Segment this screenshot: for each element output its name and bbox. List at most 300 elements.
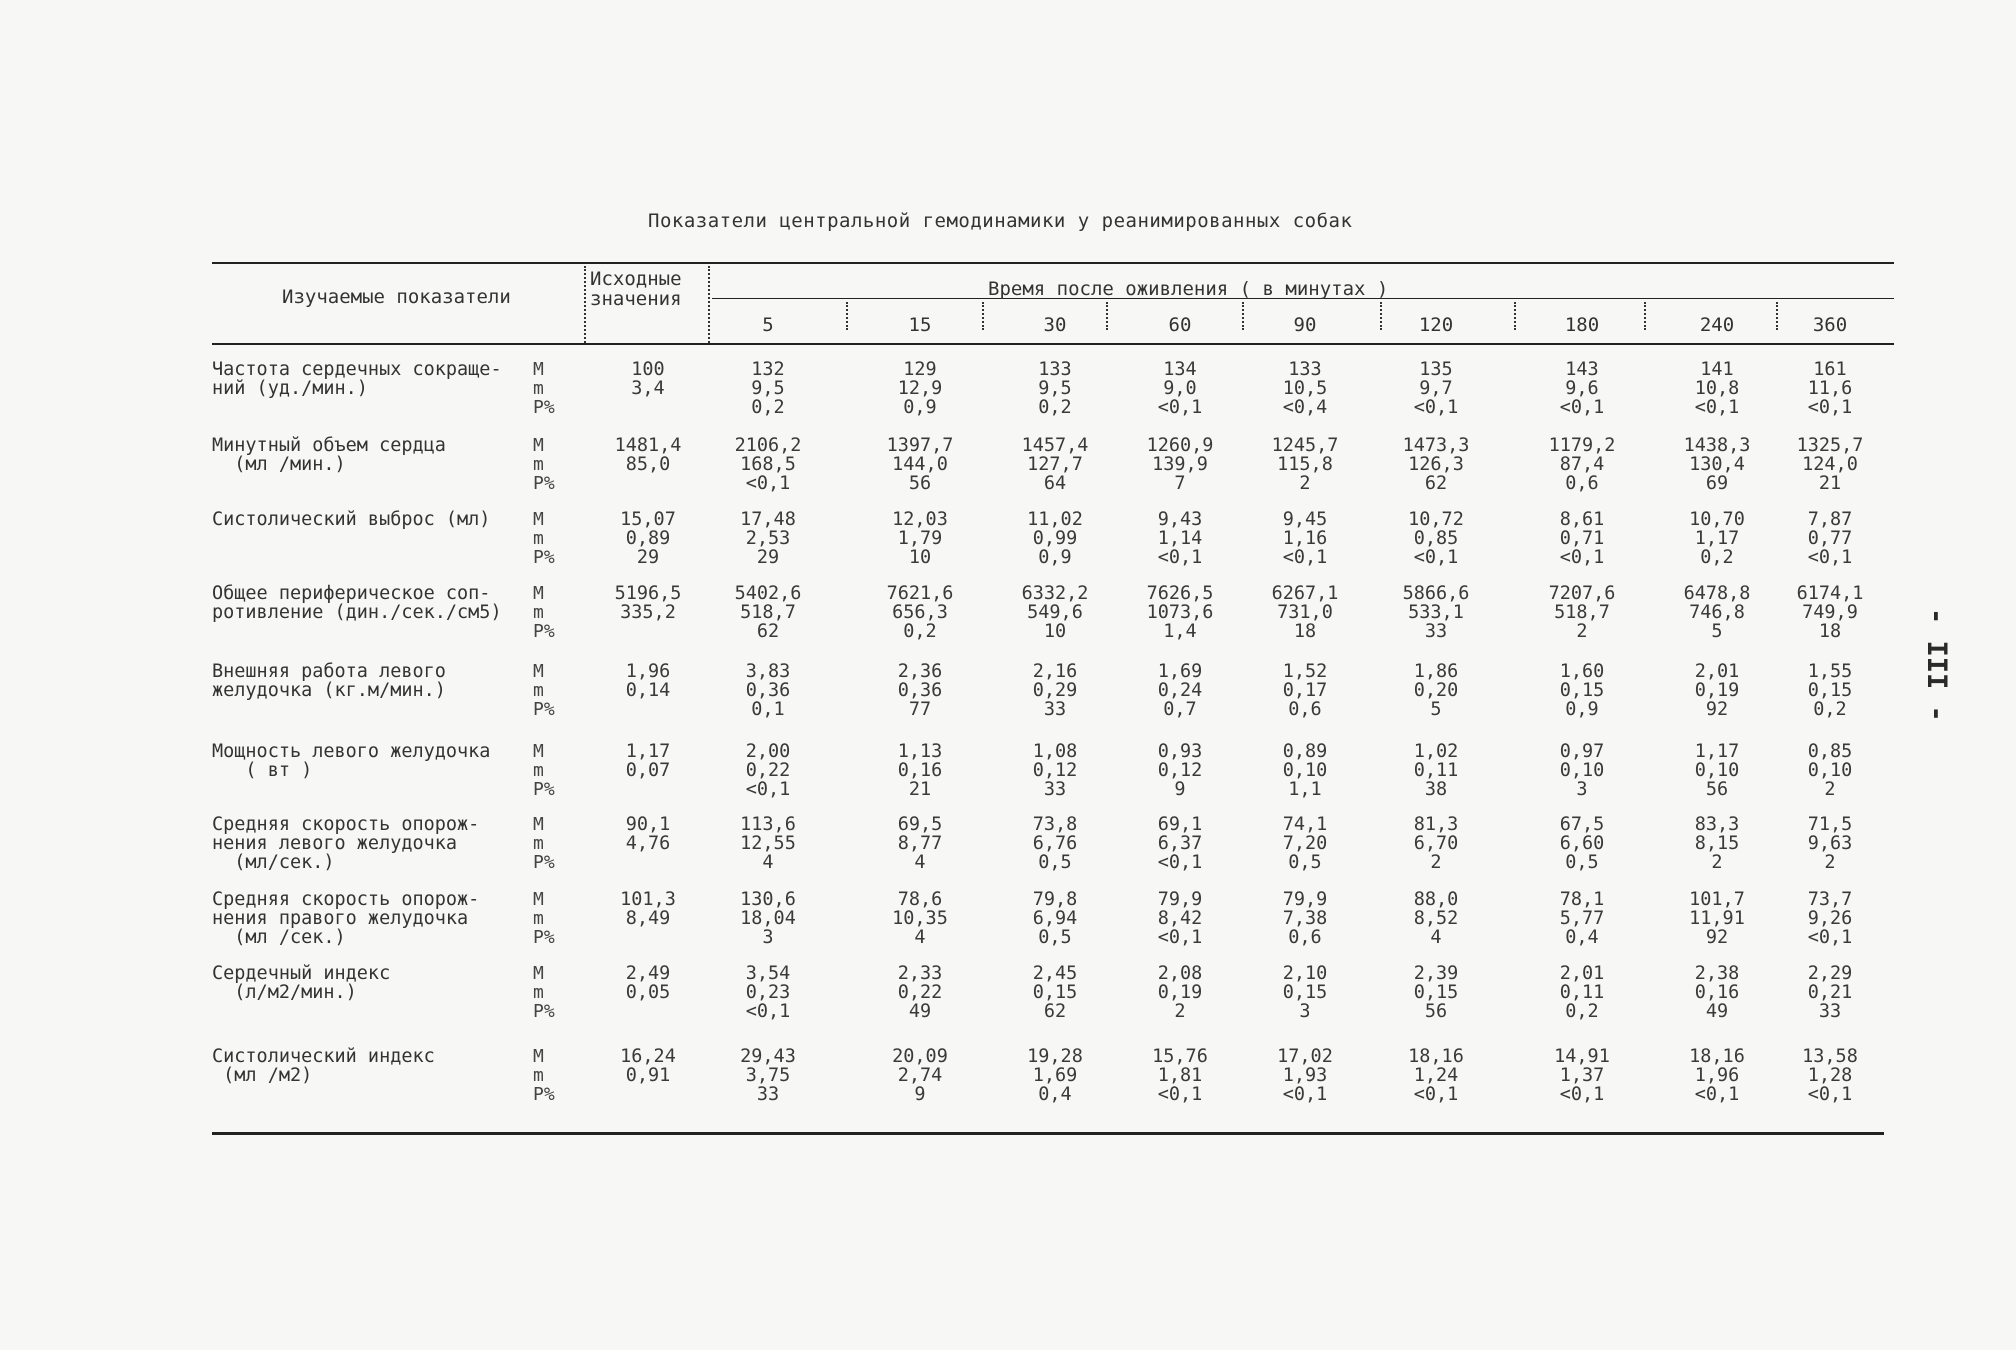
table-cell: 9 bbox=[1174, 779, 1186, 800]
table-cell: 2,10 bbox=[1282, 963, 1328, 984]
stat-label: M bbox=[533, 741, 544, 762]
table-cell: 6,60 bbox=[1559, 833, 1605, 854]
time-point-header: 30 bbox=[1043, 314, 1067, 336]
baseline-value: 85,0 bbox=[625, 454, 671, 475]
table-cell: 0,11 bbox=[1413, 760, 1459, 781]
table-cell: 143 bbox=[1565, 359, 1599, 380]
table-cell: 4 bbox=[762, 852, 774, 873]
table-cell: 7,20 bbox=[1282, 833, 1328, 854]
table-cell: 0,4 bbox=[1565, 927, 1599, 948]
table-cell: 9 bbox=[914, 1084, 926, 1105]
baseline-value: 0,14 bbox=[625, 680, 671, 701]
table-cell: 1,28 bbox=[1807, 1065, 1853, 1086]
stat-label: P% bbox=[533, 852, 555, 873]
baseline-value: 1,17 bbox=[625, 741, 671, 762]
table-cell: 3 bbox=[762, 927, 774, 948]
table-cell: 9,5 bbox=[751, 378, 785, 399]
table-cell: 38 bbox=[1424, 779, 1448, 800]
indicator-name: Систолический выброс (мл) bbox=[212, 509, 491, 530]
header-bottom-rule bbox=[212, 343, 1894, 345]
stat-label: M bbox=[533, 889, 544, 910]
table-cell: 2,36 bbox=[897, 661, 943, 682]
table-cell: <0,1 bbox=[745, 779, 791, 800]
table-cell: 4 bbox=[914, 927, 926, 948]
table-cell: 0,2 bbox=[1813, 699, 1847, 720]
table-cell: 0,12 bbox=[1032, 760, 1078, 781]
table-cell: 0,77 bbox=[1807, 528, 1853, 549]
indicator-name: Систолический индекс (мл /м2) bbox=[212, 1046, 435, 1086]
table-cell: 9,45 bbox=[1282, 509, 1328, 530]
table-cell: 33 bbox=[1043, 779, 1067, 800]
table-cell: 71,5 bbox=[1807, 814, 1853, 835]
table-cell: 11,6 bbox=[1807, 378, 1853, 399]
header-separator bbox=[846, 302, 848, 330]
table-cell: 17,02 bbox=[1277, 1046, 1333, 1067]
table-cell: 12,55 bbox=[740, 833, 796, 854]
table-cell: <0,1 bbox=[1413, 397, 1459, 418]
table-cell: 2 bbox=[1711, 852, 1723, 873]
table-cell: 533,1 bbox=[1408, 602, 1464, 623]
table-cell: 2 bbox=[1576, 621, 1588, 642]
table-cell: <0,1 bbox=[1807, 927, 1853, 948]
baseline-value: 90,1 bbox=[625, 814, 671, 835]
table-cell: 2,01 bbox=[1559, 963, 1605, 984]
baseline-value: 8,49 bbox=[625, 908, 671, 929]
table-cell: 10,8 bbox=[1694, 378, 1740, 399]
baseline-value: 5196,5 bbox=[614, 583, 682, 604]
table-cell: 0,6 bbox=[1288, 927, 1322, 948]
table-cell: 0,99 bbox=[1032, 528, 1078, 549]
table-cell: 0,89 bbox=[1282, 741, 1328, 762]
table-cell: 6,70 bbox=[1413, 833, 1459, 854]
table-top-rule bbox=[212, 262, 1894, 264]
table-cell: 1179,2 bbox=[1548, 435, 1616, 456]
baseline-column-header-l1: Исходные bbox=[590, 268, 682, 290]
stat-label: m bbox=[533, 908, 544, 929]
table-cell: 2 bbox=[1430, 852, 1442, 873]
stat-label: m bbox=[533, 833, 544, 854]
table-cell: 1073,6 bbox=[1146, 602, 1214, 623]
table-cell: 1,08 bbox=[1032, 741, 1078, 762]
stat-label: M bbox=[533, 661, 544, 682]
table-cell: 2,45 bbox=[1032, 963, 1078, 984]
table-cell: 0,7 bbox=[1163, 699, 1197, 720]
table-cell: 9,0 bbox=[1163, 378, 1197, 399]
table-cell: 0,16 bbox=[1694, 982, 1740, 1003]
table-cell: 33 bbox=[1424, 621, 1448, 642]
table-cell: 0,85 bbox=[1807, 741, 1853, 762]
stat-label: M bbox=[533, 963, 544, 984]
table-cell: 7 bbox=[1174, 473, 1186, 494]
header-separator bbox=[982, 302, 984, 330]
table-cell: 12,9 bbox=[897, 378, 943, 399]
table-cell: 56 bbox=[1705, 779, 1729, 800]
table-cell: 12,03 bbox=[892, 509, 948, 530]
table-cell: 79,8 bbox=[1032, 889, 1078, 910]
table-cell: <0,1 bbox=[1694, 1084, 1740, 1105]
stat-label: P% bbox=[533, 1001, 555, 1022]
table-cell: 3,83 bbox=[745, 661, 791, 682]
table-cell: <0,1 bbox=[1559, 1084, 1605, 1105]
time-point-header: 180 bbox=[1564, 314, 1600, 336]
stat-label: m bbox=[533, 378, 544, 399]
table-cell: 10,35 bbox=[892, 908, 948, 929]
time-point-header: 15 bbox=[908, 314, 932, 336]
table-cell: 0,36 bbox=[897, 680, 943, 701]
table-cell: 2,33 bbox=[897, 963, 943, 984]
baseline-value: 100 bbox=[631, 359, 665, 380]
indicator-name: Внешняя работа левого желудочка (кг.м/мин.) bbox=[212, 661, 446, 701]
header-separator bbox=[1776, 302, 1778, 330]
time-point-header: 5 bbox=[762, 314, 774, 336]
table-cell: 10,5 bbox=[1282, 378, 1328, 399]
table-cell: 3,75 bbox=[745, 1065, 791, 1086]
table-cell: 144,0 bbox=[892, 454, 948, 475]
table-cell: 9,5 bbox=[1038, 378, 1072, 399]
stat-label: m bbox=[533, 454, 544, 475]
table-cell: 113,6 bbox=[740, 814, 796, 835]
table-cell: 18,04 bbox=[740, 908, 796, 929]
table-cell: 124,0 bbox=[1802, 454, 1858, 475]
table-cell: 13,58 bbox=[1802, 1046, 1858, 1067]
table-cell: 7,38 bbox=[1282, 908, 1328, 929]
table-cell: 3,54 bbox=[745, 963, 791, 984]
table-cell: 0,29 bbox=[1032, 680, 1078, 701]
header-separator bbox=[584, 266, 586, 343]
table-cell: 549,6 bbox=[1027, 602, 1083, 623]
table-cell: 1,69 bbox=[1032, 1065, 1078, 1086]
table-cell: 67,5 bbox=[1559, 814, 1605, 835]
table-cell: 0,2 bbox=[903, 621, 937, 642]
stat-label: m bbox=[533, 1065, 544, 1086]
table-cell: 15,76 bbox=[1152, 1046, 1208, 1067]
table-cell: <0,1 bbox=[1157, 547, 1203, 568]
table-cell: 6,76 bbox=[1032, 833, 1078, 854]
table-cell: 5,77 bbox=[1559, 908, 1605, 929]
indicator-column-header: Изучаемые показатели bbox=[282, 286, 511, 308]
table-cell: 9,43 bbox=[1157, 509, 1203, 530]
stat-label: P% bbox=[533, 927, 555, 948]
table-cell: 746,8 bbox=[1689, 602, 1745, 623]
table-cell: 0,2 bbox=[1700, 547, 1734, 568]
table-cell: 18 bbox=[1818, 621, 1842, 642]
table-cell: 9,26 bbox=[1807, 908, 1853, 929]
table-cell: 0,5 bbox=[1565, 852, 1599, 873]
table-cell: 20,09 bbox=[892, 1046, 948, 1067]
table-cell: 92 bbox=[1705, 927, 1729, 948]
stat-label: m bbox=[533, 528, 544, 549]
table-cell: 130,4 bbox=[1689, 454, 1745, 475]
stat-label: m bbox=[533, 602, 544, 623]
table-cell: 10,72 bbox=[1408, 509, 1464, 530]
table-cell: 33 bbox=[756, 1084, 780, 1105]
table-cell: <0,1 bbox=[745, 473, 791, 494]
table-cell: <0,1 bbox=[1282, 1084, 1328, 1105]
table-cell: 132 bbox=[751, 359, 785, 380]
table-cell: 1438,3 bbox=[1683, 435, 1751, 456]
stat-label: M bbox=[533, 814, 544, 835]
table-cell: 92 bbox=[1705, 699, 1729, 720]
table-cell: 83,3 bbox=[1694, 814, 1740, 835]
table-cell: 49 bbox=[1705, 1001, 1729, 1022]
table-cell: 8,52 bbox=[1413, 908, 1459, 929]
table-cell: 6332,2 bbox=[1021, 583, 1089, 604]
table-cell: 518,7 bbox=[1554, 602, 1610, 623]
baseline-value: 0,91 bbox=[625, 1065, 671, 1086]
table-cell: 78,6 bbox=[897, 889, 943, 910]
table-cell: 0,12 bbox=[1157, 760, 1203, 781]
table-cell: 0,6 bbox=[1565, 473, 1599, 494]
table-cell: 69 bbox=[1705, 473, 1729, 494]
table-cell: 731,0 bbox=[1277, 602, 1333, 623]
table-cell: 49 bbox=[908, 1001, 932, 1022]
table-cell: 2 bbox=[1824, 852, 1836, 873]
table-cell: 0,1 bbox=[751, 699, 785, 720]
table-cell: 5402,6 bbox=[734, 583, 802, 604]
table-cell: 1,69 bbox=[1157, 661, 1203, 682]
table-cell: 0,15 bbox=[1413, 982, 1459, 1003]
stat-label: M bbox=[533, 583, 544, 604]
table-cell: 56 bbox=[908, 473, 932, 494]
table-cell: 0,9 bbox=[1038, 547, 1072, 568]
table-cell: 6174,1 bbox=[1796, 583, 1864, 604]
stat-label: M bbox=[533, 435, 544, 456]
header-separator bbox=[1380, 302, 1382, 330]
table-cell: <0,1 bbox=[1559, 547, 1605, 568]
indicator-name: Средняя скорость опорож- нения правого желудочка (мл /сек.) bbox=[212, 889, 480, 948]
baseline-value: 15,07 bbox=[620, 509, 676, 530]
table-cell: 7,87 bbox=[1807, 509, 1853, 530]
table-cell: 0,9 bbox=[1565, 699, 1599, 720]
table-cell: 5 bbox=[1711, 621, 1723, 642]
table-cell: <0,1 bbox=[1157, 927, 1203, 948]
table-cell: 2 bbox=[1299, 473, 1311, 494]
table-cell: 0,23 bbox=[745, 982, 791, 1003]
table-cell: <0,1 bbox=[1694, 397, 1740, 418]
table-cell: 2106,2 bbox=[734, 435, 802, 456]
indicator-name: Минутный объем сердца (мл /мин.) bbox=[212, 435, 446, 475]
stat-label: M bbox=[533, 1046, 544, 1067]
table-cell: 79,9 bbox=[1157, 889, 1203, 910]
table-cell: 81,3 bbox=[1413, 814, 1459, 835]
table-cell: 6,37 bbox=[1157, 833, 1203, 854]
baseline-value: 0,89 bbox=[625, 528, 671, 549]
table-cell: 73,8 bbox=[1032, 814, 1078, 835]
table-cell: 1,96 bbox=[1694, 1065, 1740, 1086]
baseline-value: 101,3 bbox=[620, 889, 676, 910]
table-cell: 33 bbox=[1043, 699, 1067, 720]
baseline-value: 29 bbox=[636, 547, 660, 568]
table-cell: 9,63 bbox=[1807, 833, 1853, 854]
table-cell: 0,5 bbox=[1038, 927, 1072, 948]
table-cell: 4 bbox=[914, 852, 926, 873]
indicator-name: Мощность левого желудочка ( вт ) bbox=[212, 741, 491, 781]
table-cell: 1,4 bbox=[1163, 621, 1197, 642]
table-cell: 8,77 bbox=[897, 833, 943, 854]
table-cell: <0,4 bbox=[1282, 397, 1328, 418]
table-cell: 2,53 bbox=[745, 528, 791, 549]
table-cell: 8,61 bbox=[1559, 509, 1605, 530]
table-cell: 1,79 bbox=[897, 528, 943, 549]
time-point-header: 90 bbox=[1293, 314, 1317, 336]
table-cell: <0,1 bbox=[1157, 852, 1203, 873]
header-separator bbox=[1106, 302, 1108, 330]
table-cell: 1,14 bbox=[1157, 528, 1203, 549]
table-cell: 0,85 bbox=[1413, 528, 1459, 549]
table-cell: 0,16 bbox=[897, 760, 943, 781]
indicator-name: Общее периферическое соп- ротивление (дин./сек./см5) bbox=[212, 583, 502, 623]
table-cell: 101,7 bbox=[1689, 889, 1745, 910]
table-cell: 2,16 bbox=[1032, 661, 1078, 682]
table-cell: 0,15 bbox=[1807, 680, 1853, 701]
table-cell: 2,29 bbox=[1807, 963, 1853, 984]
table-cell: 79,9 bbox=[1282, 889, 1328, 910]
table-cell: 0,15 bbox=[1559, 680, 1605, 701]
stat-label: M bbox=[533, 359, 544, 380]
table-cell: 1397,7 bbox=[886, 435, 954, 456]
table-cell: 0,10 bbox=[1282, 760, 1328, 781]
table-cell: 0,2 bbox=[1565, 1001, 1599, 1022]
table-cell: 0,15 bbox=[1032, 982, 1078, 1003]
table-cell: 18 bbox=[1293, 621, 1317, 642]
baseline-value: 2,49 bbox=[625, 963, 671, 984]
table-cell: 10 bbox=[1043, 621, 1067, 642]
table-cell: 62 bbox=[756, 621, 780, 642]
stat-label: P% bbox=[533, 473, 555, 494]
table-cell: 56 bbox=[1424, 1001, 1448, 1022]
table-cell: 3 bbox=[1299, 1001, 1311, 1022]
table-cell: 2,00 bbox=[745, 741, 791, 762]
table-cell: 0,5 bbox=[1288, 852, 1322, 873]
table-cell: 133 bbox=[1288, 359, 1322, 380]
table-cell: 1,52 bbox=[1282, 661, 1328, 682]
table-cell: <0,1 bbox=[1807, 547, 1853, 568]
table-cell: 2,38 bbox=[1694, 963, 1740, 984]
table-cell: 1,60 bbox=[1559, 661, 1605, 682]
table-cell: 1,17 bbox=[1694, 741, 1740, 762]
table-cell: 87,4 bbox=[1559, 454, 1605, 475]
table-cell: 1,37 bbox=[1559, 1065, 1605, 1086]
table-cell: 2,74 bbox=[897, 1065, 943, 1086]
table-bottom-rule bbox=[212, 1132, 1884, 1135]
table-cell: 9,6 bbox=[1565, 378, 1599, 399]
table-cell: 0,21 bbox=[1807, 982, 1853, 1003]
table-cell: 127,7 bbox=[1027, 454, 1083, 475]
table-cell: 130,6 bbox=[740, 889, 796, 910]
table-cell: 2,01 bbox=[1694, 661, 1740, 682]
table-cell: 0,2 bbox=[751, 397, 785, 418]
table-cell: 0,19 bbox=[1157, 982, 1203, 1003]
table-cell: 161 bbox=[1813, 359, 1847, 380]
baseline-value: 4,76 bbox=[625, 833, 671, 854]
table-cell: 1,93 bbox=[1282, 1065, 1328, 1086]
table-cell: 0,11 bbox=[1559, 982, 1605, 1003]
header-separator bbox=[1644, 302, 1646, 330]
stat-label: m bbox=[533, 982, 544, 1003]
table-cell: 0,10 bbox=[1694, 760, 1740, 781]
header-separator bbox=[708, 266, 710, 343]
table-cell: 10,70 bbox=[1689, 509, 1745, 530]
table-cell: 1,55 bbox=[1807, 661, 1853, 682]
table-cell: 17,48 bbox=[740, 509, 796, 530]
baseline-value: 1481,4 bbox=[614, 435, 682, 456]
table-cell: 1473,3 bbox=[1402, 435, 1470, 456]
header-separator bbox=[1242, 302, 1244, 330]
table-cell: 69,1 bbox=[1157, 814, 1203, 835]
table-cell: 1,17 bbox=[1694, 528, 1740, 549]
time-group-header: Время после оживления ( в минутах ) bbox=[988, 278, 1389, 300]
table-cell: 0,10 bbox=[1559, 760, 1605, 781]
baseline-value: 3,4 bbox=[631, 378, 665, 399]
time-point-header: 120 bbox=[1418, 314, 1454, 336]
table-cell: 11,02 bbox=[1027, 509, 1083, 530]
baseline-value: 0,05 bbox=[625, 982, 671, 1003]
table-cell: 1,02 bbox=[1413, 741, 1459, 762]
table-cell: 135 bbox=[1419, 359, 1453, 380]
table-cell: <0,1 bbox=[1282, 547, 1328, 568]
table-cell: 0,6 bbox=[1288, 699, 1322, 720]
table-cell: 14,91 bbox=[1554, 1046, 1610, 1067]
table-cell: 21 bbox=[908, 779, 932, 800]
table-cell: 518,7 bbox=[740, 602, 796, 623]
table-cell: 0,97 bbox=[1559, 741, 1605, 762]
table-cell: 133 bbox=[1038, 359, 1072, 380]
table-cell: 1,81 bbox=[1157, 1065, 1203, 1086]
table-cell: 11,91 bbox=[1689, 908, 1745, 929]
table-cell: <0,1 bbox=[1157, 397, 1203, 418]
table-cell: 21 bbox=[1818, 473, 1842, 494]
table-cell: 7207,6 bbox=[1548, 583, 1616, 604]
table-cell: 0,36 bbox=[745, 680, 791, 701]
table-cell: 5866,6 bbox=[1402, 583, 1470, 604]
table-cell: 2 bbox=[1824, 779, 1836, 800]
table-cell: 8,15 bbox=[1694, 833, 1740, 854]
indicator-name: Частота сердечных сокраще- ний (уд./мин.) bbox=[212, 359, 502, 399]
table-cell: 126,3 bbox=[1408, 454, 1464, 475]
table-cell: 0,19 bbox=[1694, 680, 1740, 701]
table-cell: 129 bbox=[903, 359, 937, 380]
table-cell: 1,16 bbox=[1282, 528, 1328, 549]
table-cell: <0,1 bbox=[1559, 397, 1605, 418]
table-cell: 0,5 bbox=[1038, 852, 1072, 873]
table-cell: 33 bbox=[1818, 1001, 1842, 1022]
table-cell: 1,1 bbox=[1288, 779, 1322, 800]
table-cell: 1260,9 bbox=[1146, 435, 1214, 456]
table-cell: 0,20 bbox=[1413, 680, 1459, 701]
table-cell: 5 bbox=[1430, 699, 1442, 720]
stat-label: P% bbox=[533, 1084, 555, 1105]
table-cell: 749,9 bbox=[1802, 602, 1858, 623]
table-cell: 0,22 bbox=[897, 982, 943, 1003]
table-cell: 0,17 bbox=[1282, 680, 1328, 701]
stat-label: m bbox=[533, 760, 544, 781]
table-cell: 0,24 bbox=[1157, 680, 1203, 701]
time-point-header: 240 bbox=[1699, 314, 1735, 336]
indicator-name: Сердечный индекс (л/м2/мин.) bbox=[212, 963, 391, 1003]
table-cell: 64 bbox=[1043, 473, 1067, 494]
table-cell: 10 bbox=[908, 547, 932, 568]
stat-label: P% bbox=[533, 699, 555, 720]
table-cell: 0,71 bbox=[1559, 528, 1605, 549]
table-cell: 656,3 bbox=[892, 602, 948, 623]
table-cell: 1,86 bbox=[1413, 661, 1459, 682]
table-cell: 69,5 bbox=[897, 814, 943, 835]
stat-label: P% bbox=[533, 547, 555, 568]
table-cell: 62 bbox=[1043, 1001, 1067, 1022]
table-cell: <0,1 bbox=[1807, 1084, 1853, 1105]
indicator-name: Средняя скорость опорож- нения левого желудочка (мл/сек.) bbox=[212, 814, 480, 873]
baseline-value: 16,24 bbox=[620, 1046, 676, 1067]
